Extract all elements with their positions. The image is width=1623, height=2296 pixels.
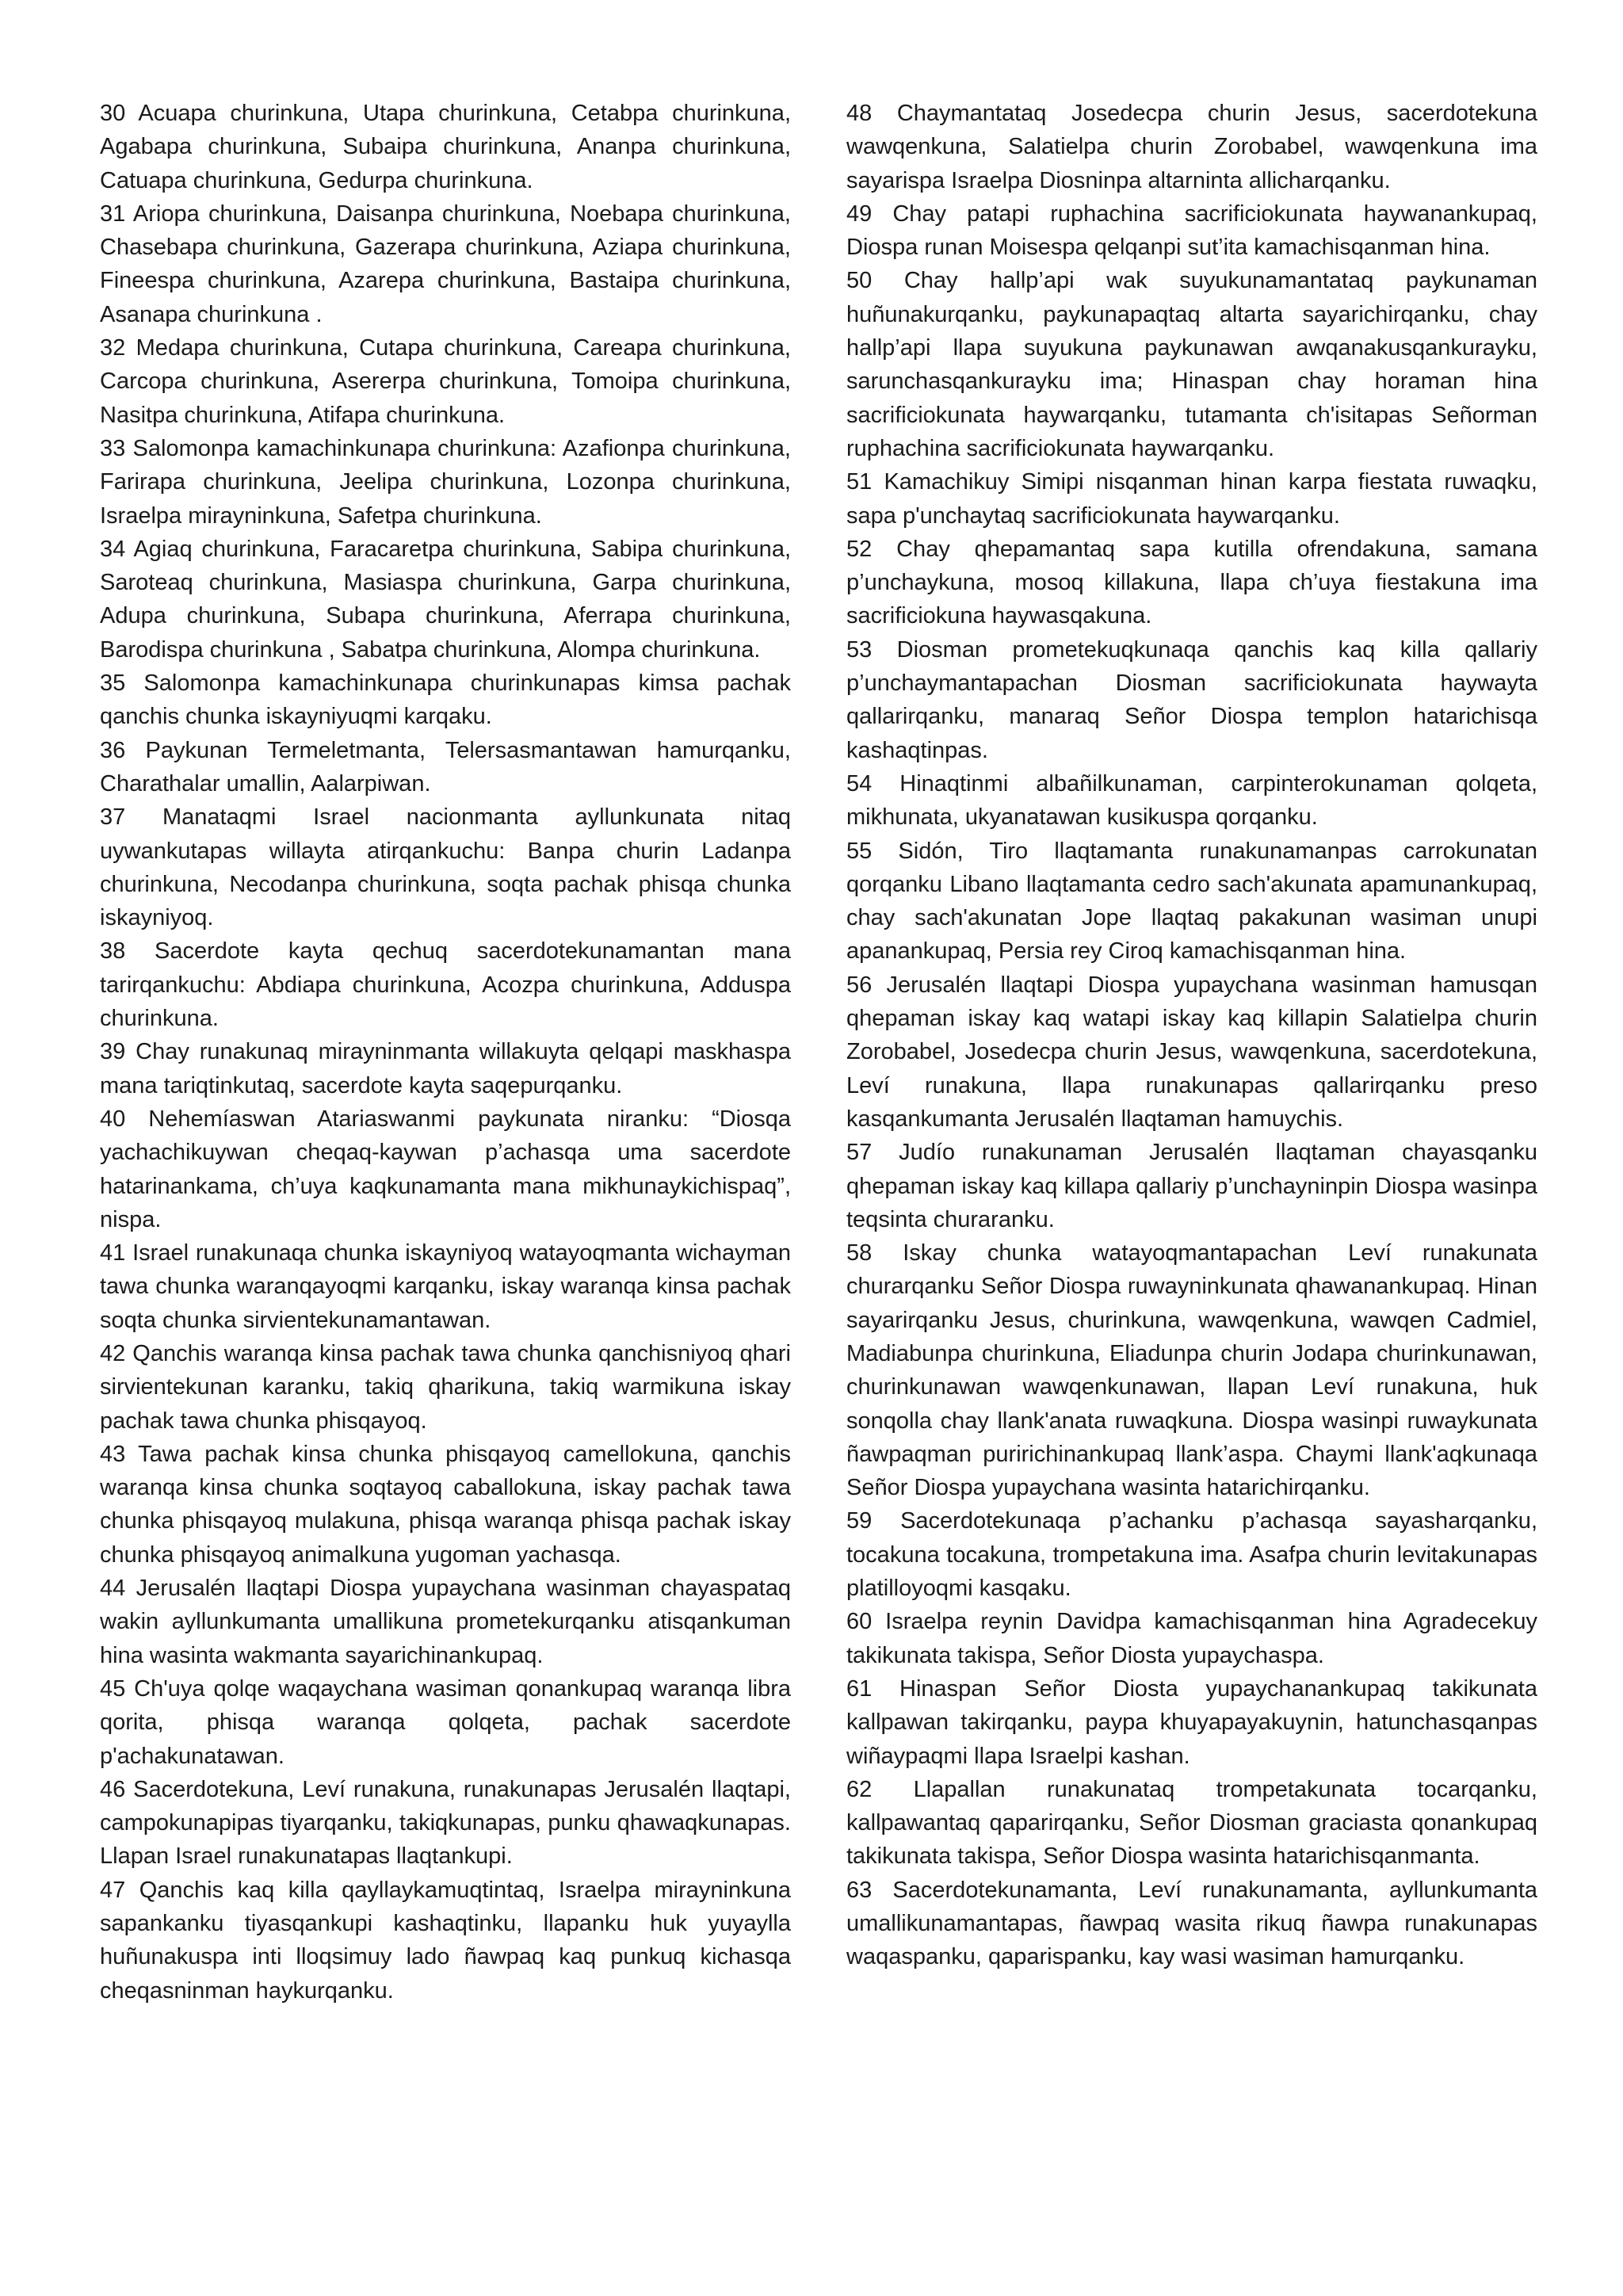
- verse-45: 45 Ch'uya qolqe waqaychana wasiman qonankupaq waranqa libra qorita, phisqa waranqa qolqeta, pachak sacerdote p'achakunatawan.: [100, 1675, 791, 1769]
- verse-55: 55 Sidón, Tiro llaqtamanta runakunamanpas carrokunatan qorqanku Libano llaqtamanta cedro sach'akunata apamunankupaq, chay sach'akunatan Jope llaqtaq pakakunan wasiman unupi apanankupaq, Persia rey Ciroq kamachisqanman hina.: [846, 838, 1537, 965]
- verse-48: 48 Chaymantataq Josedecpa churin Jesus, sacerdotekuna wawqenkuna, Salatielpa churin Zorobabel, wawqenkuna ima sayarispa Israelpa Diosninpa altarninta allicharqanku.: [846, 101, 1537, 193]
- verse-63: 63 Sacerdotekunamanta, Leví runakunamanta, ayllunkumanta umallikunamantapas, ñawpaq wasita rikuq ñawpa runakunapas waqaspanku, qaparispanku, kay wasi wasiman hamurqanku.: [846, 1877, 1537, 1970]
- verse-54: 54 Hinaqtinmi albañilkunaman, carpinterokunaman qolqeta, mikhunata, ukyanatawan kusikuspa qorqanku.: [846, 770, 1537, 831]
- verse-50: 50 Chay hallp’api wak suyukunamantataq paykunaman huñunakurqanku, paykunapaqtaq altarta sayarichirqanku, chay hallp’api llapa suyukuna paykunawan awqanakusqankurayku, sarunchasqankurayku ima; Hinaspan chay horaman hina sacrificiokunata haywarqanku, tutamanta ch'isitapas Señorman ruphachina sacrificiokunata haywarqanku.: [846, 268, 1537, 461]
- verse-53: 53 Diosman prometekuqkunaqa qanchis kaq killa qallariy p’unchaymantapachan Diosman sacrificiokunata haywayta qallarirqanku, manaraq Señor Diospa templon hatarichisqa kashaqtinpas.: [846, 636, 1537, 763]
- verse-33: 33 Salomonpa kamachinkunapa churinkuna: Azafionpa churinkuna, Farirapa churinkuna, Jeelipa churinkuna, Lozonpa churinkuna, Israelpa mirayninkuna, Safetpa churinkuna.: [100, 435, 791, 529]
- verse-58: 58 Iskay chunka watayoqmantapachan Leví runakunata churarqanku Señor Diospa ruwayninkunata qhawanankupaq. Hinan sayarirqanku Jesus, churinkuna, wawqenkuna, wawqen Cadmiel, Madiabunpa churinkuna, Eliadunpa churin Jodapa churinkunawan, churinkunawan wawqenkunawan, llapan Leví runakuna, huk sonqolla chay llank'anata ruwaqkuna. Diospa wasinpi ruwaykunata ñawpaqman puririchinankupaq llank’aspa. Chaymi llank'aqkunaqa Señor Diospa yupaychana wasinta hatarichirqanku.: [846, 1240, 1537, 1501]
- verse-42: 42 Qanchis waranqa kinsa pachak tawa chunka qanchisniyoq qhari sirvientekunan karanku, takiq qharikuna, takiq warmikuna iskay pachak tawa chunka phisqayoq.: [100, 1340, 791, 1434]
- verse-59: 59 Sacerdotekunaqa p’achanku p’achasqa sayasharqanku, tocakuna tocakuna, trompetakuna ima. Asafpa churin levitakunapas platilloyoqmi kasqaku.: [846, 1508, 1537, 1602]
- verse-44: 44 Jerusalén llaqtapi Diospa yupaychana wasinman chayaspataq wakin ayllunkumanta umallikuna prometekurqanku atisqankuman hina wasinta wakmanta sayarichinankupaq.: [100, 1576, 791, 1668]
- verse-30: 30 Acuapa churinkuna, Utapa churinkuna, Cetabpa churinkuna, Agabapa churinkuna, Subaipa churinkuna, Ananpa churinkuna, Catuapa churinkuna, Gedurpa churinkuna.: [100, 101, 791, 193]
- left-column: [100, 97, 791, 2008]
- verse-32: 32 Medapa churinkuna, Cutapa churinkuna, Careapa churinkuna, Carcopa churinkuna, Asererpa churinkuna, Tomoipa churinkuna, Nasitpa churinkuna, Atifapa churinkuna.: [100, 335, 791, 428]
- verse-36: 36 Paykunan Termeletmanta, Telersasmantawan hamurqanku, Charathalar umallin, Aalarpiwan.: [100, 737, 791, 797]
- verse-61: 61 Hinaspan Señor Diosta yupaychanankupaq takikunata kallpawan takirqanku, paypa khuyapayakuynin, hatunchasqanpas wiñaypaqmi llapa Israelpi kashan.: [846, 1675, 1537, 1769]
- verse-60: 60 Israelpa reynin Davidpa kamachisqanman hina Agradecekuy takikunata takispa, Señor Diosta yupaychaspa.: [846, 1609, 1537, 1668]
- verse-41: 41 Israel runakunaqa chunka iskayniyoq watayoqmanta wichayman tawa chunka waranqayoqmi karqanku, iskay waranqa kinsa pachak soqta chunka sirvientekunamantawan.: [100, 1240, 791, 1333]
- verse-46: 46 Sacerdotekuna, Leví runakuna, runakunapas Jerusalén llaqtapi, campokunapipas tiyarqanku, takiqkunapas, punku qhawaqkunapas. Llapan Israel runakunatapas llaqtankupi.: [100, 1776, 791, 1870]
- verse-56: 56 Jerusalén llaqtapi Diospa yupaychana wasinman hamusqan qhepaman iskay kaq watapi iskay kaq killapin Salatielpa churin Zorobabel, Josedecpa churin Jesus, wawqenkuna, sacerdotekuna, Leví runakuna, llapa runakunapas qallarirqanku preso kasqankumanta Jerusalén llaqtaman hamuychis.: [846, 972, 1537, 1132]
- verse-38: 38 Sacerdote kayta qechuq sacerdotekunamantan mana tarirqankuchu: Abdiapa churinkuna, Acozpa churinkuna, Adduspa churinkuna.: [100, 938, 791, 1032]
- verse-31: 31 Ariopa churinkuna, Daisanpa churinkuna, Noebapa churinkuna, Chasebapa churinkuna, Gazerapa churinkuna, Aziapa churinkuna, Fineespa churinkuna, Azarepa churinkuna, Bastaipa churinkuna, Asanapa churinkuna .: [100, 201, 791, 327]
- verse-40: 40 Nehemíaswan Atariaswanmi paykunata niranku: “Diosqa yachachikuywan cheqaq-kaywan p’achasqa uma sacerdote hatarinankama, ch’uya kaqkunamanta mana mikhunaykichispaq”, nispa.: [100, 1106, 791, 1232]
- verse-62: 62 Llapallan runakunataq trompetakunata tocarqanku, kallpawantaq qaparirqanku, Señor Diosman graciasta qonankupaq takikunata takispa, Señor Diospa wasinta hatarichisqanmanta.: [846, 1776, 1537, 1870]
- verse-51: 51 Kamachikuy Simipi nisqanman hinan karpa fiestata ruwaqku, sapa p'unchaytaq sacrificiokunata haywarqanku.: [846, 469, 1537, 529]
- verse-43: 43 Tawa pachak kinsa chunka phisqayoq camellokuna, qanchis waranqa kinsa chunka soqtayoq caballokuna, iskay pachak tawa chunka phisqayoq mulakuna, phisqa waranqa phisqa pachak iskay chunka phisqayoq animalkuna yugoman yachasqa.: [100, 1441, 791, 1568]
- verse-34: 34 Agiaq churinkuna, Faracaretpa churinkuna, Sabipa churinkuna, Saroteaq churinkuna, Masiaspa churinkuna, Garpa churinkuna, Adupa churinkuna, Subapa churinkuna, Aferrapa churinkuna, Barodispa churinkuna , Sabatpa churinkuna, Alompa churinkuna.: [100, 536, 791, 663]
- verse-57: 57 Judío runakunaman Jerusalén llaqtaman chayasqanku qhepaman iskay kaq killapa qallariy p’unchayninpin Diospa wasinpa teqsinta churaranku.: [846, 1140, 1537, 1232]
- verse-35: 35 Salomonpa kamachinkunapa churinkunapas kimsa pachak qanchis chunka iskayniyuqmi karqaku.: [100, 670, 791, 730]
- verse-47: 47 Qanchis kaq killa qayllaykamuqtintaq, Israelpa mirayninkuna sapankanku tiyasqankupi kashaqtinku, llapanku huk yuyaylla huñunakuspa inti lloqsimuy lado ñawpaq kaq punkuq kichasqa cheqasninman haykurqanku.: [100, 1877, 791, 2004]
- document-page: [100, 97, 1537, 2008]
- right-column: [846, 97, 1537, 2008]
- verse-37: 37 Manataqmi Israel nacionmanta ayllunkunata nitaq uywankutapas willayta atirqankuchu: Banpa churin Ladanpa churinkuna, Necodanpa churinkuna, soqta pachak phisqa chunka iskayniyoq.: [100, 804, 791, 931]
- verse-52: 52 Chay qhepamantaq sapa kutilla ofrendakuna, samana p’unchaykuna, mosoq killakuna, llapa ch’uya fiestakuna ima sacrificiokuna haywasqakuna.: [846, 536, 1537, 629]
- verse-39: 39 Chay runakunaq mirayninmanta willakuyta qelqapi maskhaspa mana tariqtinkutaq, sacerdote kayta saqepurqanku.: [100, 1039, 791, 1098]
- verse-49: 49 Chay patapi ruphachina sacrificiokunata haywanankupaq, Diospa runan Moisespa qelqanpi sut’ita kamachisqanman hina.: [846, 201, 1537, 261]
